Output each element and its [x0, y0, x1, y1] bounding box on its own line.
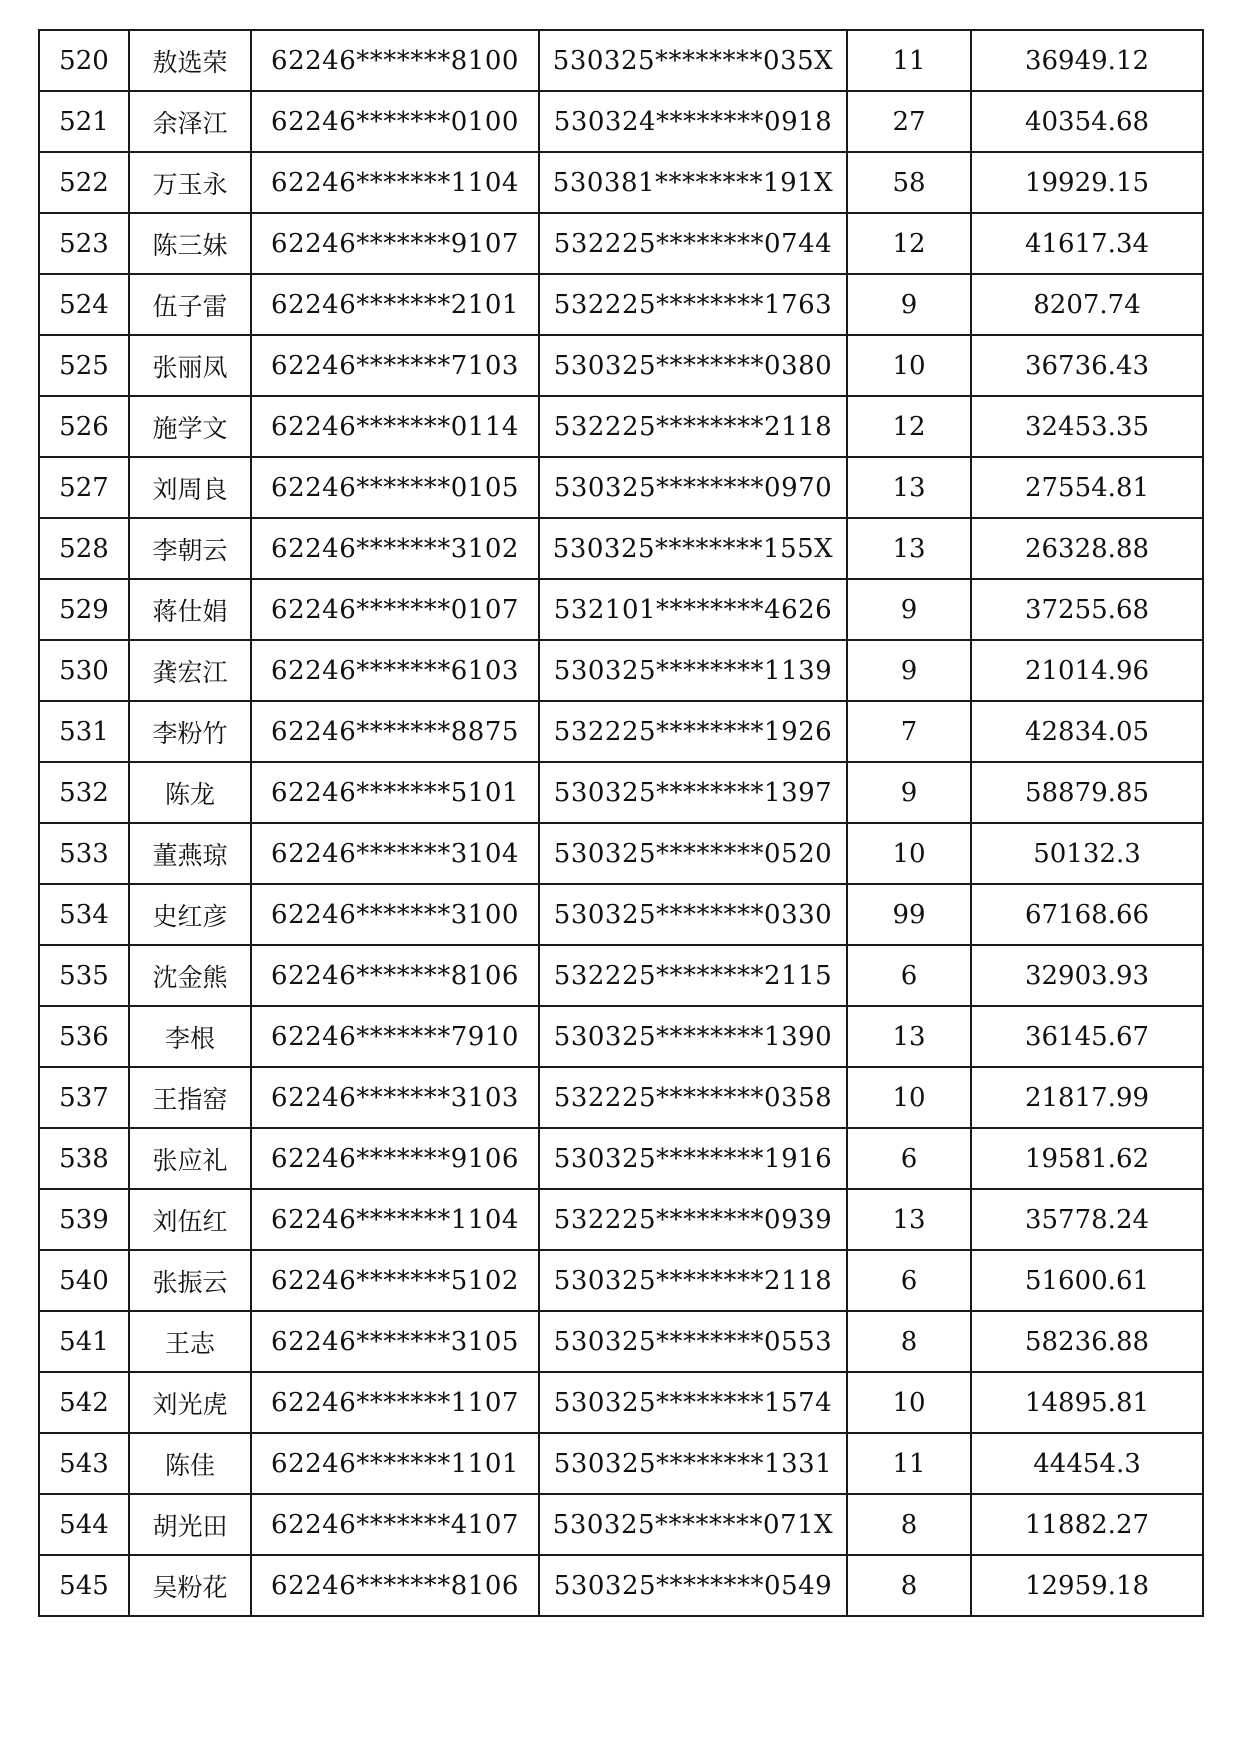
table-row: [39, 91, 1203, 152]
count-cell: 8: [847, 1311, 971, 1372]
amount-cell: 40354.68: [971, 91, 1203, 152]
count-cell: 10: [847, 335, 971, 396]
table-row: [39, 1311, 1203, 1372]
amount-cell: 37255.68: [971, 579, 1203, 640]
row-index-cell: 538: [39, 1128, 129, 1189]
person-name-cell: 张应礼: [129, 1128, 251, 1189]
bank-card-cell: 62246*******0105: [251, 457, 539, 518]
bank-card-cell: 62246*******3105: [251, 1311, 539, 1372]
table-row: [39, 1433, 1203, 1494]
bank-card-cell: 62246*******1104: [251, 1189, 539, 1250]
person-name-cell: 龚宏江: [129, 640, 251, 701]
amount-cell: 58236.88: [971, 1311, 1203, 1372]
person-name-cell: 李朝云: [129, 518, 251, 579]
bank-card-cell: 62246*******8106: [251, 1555, 539, 1616]
row-index-cell: 540: [39, 1250, 129, 1311]
person-name-cell: 伍子雷: [129, 274, 251, 335]
count-cell: 58: [847, 152, 971, 213]
bank-card-cell: 62246*******5101: [251, 762, 539, 823]
amount-cell: 8207.74: [971, 274, 1203, 335]
id-number-cell: 530325********0553: [539, 1311, 847, 1372]
row-index-cell: 525: [39, 335, 129, 396]
id-number-cell: 530325********0970: [539, 457, 847, 518]
table-row: [39, 335, 1203, 396]
person-name-cell: 陈佳: [129, 1433, 251, 1494]
person-name-cell: 董燕琼: [129, 823, 251, 884]
count-cell: 9: [847, 762, 971, 823]
amount-cell: 36949.12: [971, 30, 1203, 91]
table-row: [39, 823, 1203, 884]
amount-cell: 19929.15: [971, 152, 1203, 213]
id-number-cell: 530325********2118: [539, 1250, 847, 1311]
row-index-cell: 528: [39, 518, 129, 579]
amount-cell: 67168.66: [971, 884, 1203, 945]
row-index-cell: 520: [39, 30, 129, 91]
record-table-body: [39, 30, 1203, 1616]
person-name-cell: 张丽凤: [129, 335, 251, 396]
person-name-cell: 余泽江: [129, 91, 251, 152]
person-name-cell: 万玉永: [129, 152, 251, 213]
amount-cell: 44454.3: [971, 1433, 1203, 1494]
table-row: [39, 640, 1203, 701]
amount-cell: 51600.61: [971, 1250, 1203, 1311]
row-index-cell: 536: [39, 1006, 129, 1067]
bank-card-cell: 62246*******7103: [251, 335, 539, 396]
bank-card-cell: 62246*******9106: [251, 1128, 539, 1189]
bank-card-cell: 62246*******7910: [251, 1006, 539, 1067]
count-cell: 13: [847, 1006, 971, 1067]
bank-card-cell: 62246*******0107: [251, 579, 539, 640]
id-number-cell: 530325********0330: [539, 884, 847, 945]
person-name-cell: 李粉竹: [129, 701, 251, 762]
amount-cell: 27554.81: [971, 457, 1203, 518]
person-name-cell: 刘周良: [129, 457, 251, 518]
row-index-cell: 529: [39, 579, 129, 640]
count-cell: 99: [847, 884, 971, 945]
id-number-cell: 532225********2115: [539, 945, 847, 1006]
id-number-cell: 532225********1763: [539, 274, 847, 335]
bank-card-cell: 62246*******2101: [251, 274, 539, 335]
id-number-cell: 532225********1926: [539, 701, 847, 762]
amount-cell: 12959.18: [971, 1555, 1203, 1616]
amount-cell: 41617.34: [971, 213, 1203, 274]
table-row: [39, 1555, 1203, 1616]
person-name-cell: 施学文: [129, 396, 251, 457]
amount-cell: 26328.88: [971, 518, 1203, 579]
bank-card-cell: 62246*******3103: [251, 1067, 539, 1128]
amount-cell: 19581.62: [971, 1128, 1203, 1189]
amount-cell: 14895.81: [971, 1372, 1203, 1433]
bank-card-cell: 62246*******8100: [251, 30, 539, 91]
bank-card-cell: 62246*******5102: [251, 1250, 539, 1311]
amount-cell: 36145.67: [971, 1006, 1203, 1067]
person-name-cell: 敖选荣: [129, 30, 251, 91]
bank-card-cell: 62246*******1101: [251, 1433, 539, 1494]
id-number-cell: 530324********0918: [539, 91, 847, 152]
id-number-cell: 530325********0520: [539, 823, 847, 884]
count-cell: 13: [847, 1189, 971, 1250]
row-index-cell: 521: [39, 91, 129, 152]
id-number-cell: 530325********0380: [539, 335, 847, 396]
row-index-cell: 534: [39, 884, 129, 945]
row-index-cell: 542: [39, 1372, 129, 1433]
id-number-cell: 530325********0549: [539, 1555, 847, 1616]
record-table: [38, 29, 1204, 1617]
bank-card-cell: 62246*******9107: [251, 213, 539, 274]
id-number-cell: 530325********1331: [539, 1433, 847, 1494]
id-number-cell: 530325********1390: [539, 1006, 847, 1067]
count-cell: 27: [847, 91, 971, 152]
person-name-cell: 陈三妹: [129, 213, 251, 274]
table-row: [39, 274, 1203, 335]
id-number-cell: 530381********191X: [539, 152, 847, 213]
row-index-cell: 527: [39, 457, 129, 518]
table-row: [39, 213, 1203, 274]
id-number-cell: 532225********0744: [539, 213, 847, 274]
row-index-cell: 545: [39, 1555, 129, 1616]
count-cell: 6: [847, 1128, 971, 1189]
count-cell: 12: [847, 396, 971, 457]
row-index-cell: 526: [39, 396, 129, 457]
count-cell: 13: [847, 457, 971, 518]
bank-card-cell: 62246*******0100: [251, 91, 539, 152]
count-cell: 13: [847, 518, 971, 579]
amount-cell: 11882.27: [971, 1494, 1203, 1555]
row-index-cell: 531: [39, 701, 129, 762]
table-row: [39, 579, 1203, 640]
id-number-cell: 532225********2118: [539, 396, 847, 457]
row-index-cell: 522: [39, 152, 129, 213]
id-number-cell: 530325********1139: [539, 640, 847, 701]
table-row: [39, 1128, 1203, 1189]
bank-card-cell: 62246*******1107: [251, 1372, 539, 1433]
table-row: [39, 396, 1203, 457]
row-index-cell: 544: [39, 1494, 129, 1555]
id-number-cell: 530325********1574: [539, 1372, 847, 1433]
count-cell: 11: [847, 30, 971, 91]
id-number-cell: 530325********155X: [539, 518, 847, 579]
table-row: [39, 762, 1203, 823]
count-cell: 6: [847, 1250, 971, 1311]
table-row: [39, 1494, 1203, 1555]
person-name-cell: 张振云: [129, 1250, 251, 1311]
id-number-cell: 530325********1397: [539, 762, 847, 823]
amount-cell: 21014.96: [971, 640, 1203, 701]
id-number-cell: 532225********0358: [539, 1067, 847, 1128]
person-name-cell: 王志: [129, 1311, 251, 1372]
person-name-cell: 刘伍红: [129, 1189, 251, 1250]
count-cell: 8: [847, 1494, 971, 1555]
bank-card-cell: 62246*******8875: [251, 701, 539, 762]
bank-card-cell: 62246*******3100: [251, 884, 539, 945]
table-row: [39, 1250, 1203, 1311]
row-index-cell: 541: [39, 1311, 129, 1372]
count-cell: 7: [847, 701, 971, 762]
row-index-cell: 535: [39, 945, 129, 1006]
count-cell: 9: [847, 274, 971, 335]
count-cell: 6: [847, 945, 971, 1006]
table-row: [39, 1006, 1203, 1067]
amount-cell: 36736.43: [971, 335, 1203, 396]
row-index-cell: 532: [39, 762, 129, 823]
count-cell: 9: [847, 579, 971, 640]
table-row: [39, 884, 1203, 945]
bank-card-cell: 62246*******6103: [251, 640, 539, 701]
bank-card-cell: 62246*******3104: [251, 823, 539, 884]
count-cell: 10: [847, 1067, 971, 1128]
amount-cell: 21817.99: [971, 1067, 1203, 1128]
count-cell: 9: [847, 640, 971, 701]
row-index-cell: 533: [39, 823, 129, 884]
amount-cell: 42834.05: [971, 701, 1203, 762]
amount-cell: 50132.3: [971, 823, 1203, 884]
count-cell: 10: [847, 823, 971, 884]
id-number-cell: 530325********1916: [539, 1128, 847, 1189]
count-cell: 8: [847, 1555, 971, 1616]
amount-cell: 32903.93: [971, 945, 1203, 1006]
row-index-cell: 543: [39, 1433, 129, 1494]
id-number-cell: 530325********035X: [539, 30, 847, 91]
amount-cell: 35778.24: [971, 1189, 1203, 1250]
table-row: [39, 457, 1203, 518]
count-cell: 12: [847, 213, 971, 274]
bank-card-cell: 62246*******4107: [251, 1494, 539, 1555]
amount-cell: 32453.35: [971, 396, 1203, 457]
row-index-cell: 530: [39, 640, 129, 701]
table-row: [39, 701, 1203, 762]
bank-card-cell: 62246*******8106: [251, 945, 539, 1006]
row-index-cell: 524: [39, 274, 129, 335]
row-index-cell: 537: [39, 1067, 129, 1128]
person-name-cell: 蒋仕娟: [129, 579, 251, 640]
bank-card-cell: 62246*******3102: [251, 518, 539, 579]
id-number-cell: 530325********071X: [539, 1494, 847, 1555]
person-name-cell: 沈金熊: [129, 945, 251, 1006]
id-number-cell: 532225********0939: [539, 1189, 847, 1250]
person-name-cell: 陈龙: [129, 762, 251, 823]
row-index-cell: 523: [39, 213, 129, 274]
count-cell: 11: [847, 1433, 971, 1494]
person-name-cell: 胡光田: [129, 1494, 251, 1555]
table-row: [39, 518, 1203, 579]
row-index-cell: 539: [39, 1189, 129, 1250]
bank-card-cell: 62246*******1104: [251, 152, 539, 213]
count-cell: 10: [847, 1372, 971, 1433]
table-row: [39, 945, 1203, 1006]
bank-card-cell: 62246*******0114: [251, 396, 539, 457]
id-number-cell: 532101********4626: [539, 579, 847, 640]
table-row: [39, 1372, 1203, 1433]
table-row: [39, 1189, 1203, 1250]
person-name-cell: 李根: [129, 1006, 251, 1067]
amount-cell: 58879.85: [971, 762, 1203, 823]
table-row: [39, 1067, 1203, 1128]
person-name-cell: 吴粉花: [129, 1555, 251, 1616]
person-name-cell: 刘光虎: [129, 1372, 251, 1433]
table-row: [39, 30, 1203, 91]
person-name-cell: 史红彦: [129, 884, 251, 945]
person-name-cell: 王指窑: [129, 1067, 251, 1128]
table-row: [39, 152, 1203, 213]
